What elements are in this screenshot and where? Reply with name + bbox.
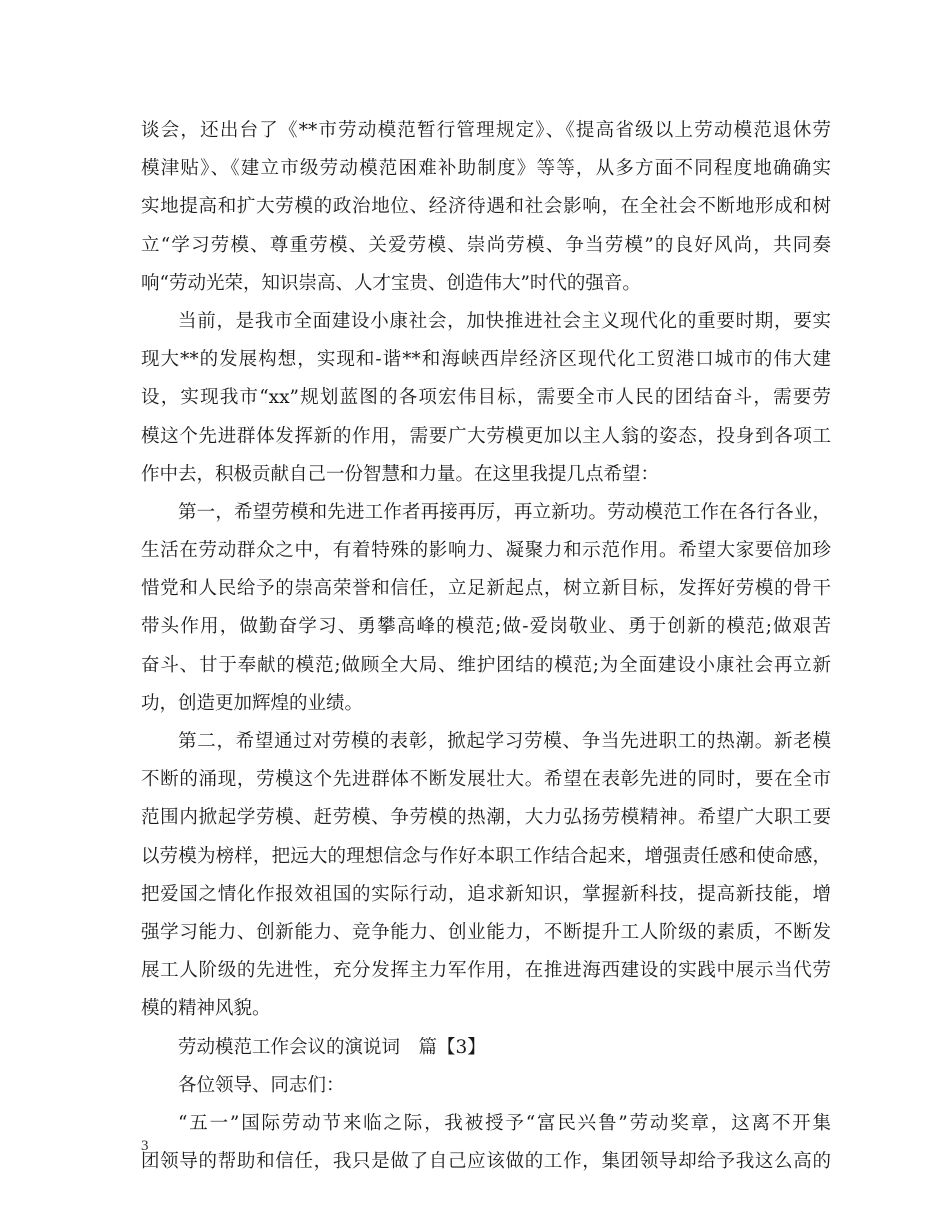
text-line: 实地提高和扩大劳模的政治地位、经济待遇和社会影响，在全社会不断地形成和树 xyxy=(141,196,831,218)
document-body xyxy=(141,112,831,1181)
salutation: 各位领导、同志们： xyxy=(178,1074,345,1096)
paragraph-first-line: 第二，希望通过对劳模的表彰，掀起学习劳模、争当先进职工的热潮。新老模 xyxy=(178,731,831,752)
text-line: 不断的涌现，劳模这个先进群体不断发展壮大。希望在表彰先进的同时，要在全市 xyxy=(141,769,831,791)
text-line: 惜党和人民给予的崇高荣誉和信任，立足新起点，树立新目标，发挥好劳模的骨干 xyxy=(141,578,831,600)
text-line: 现大**的发展构想，实现和-谐**和海峡西岸经济区现代化工贸港口城市的伟大建 xyxy=(141,349,831,371)
section-heading: 劳动模范工作会议的演说词 篇【3】 xyxy=(178,1036,486,1058)
text-line: 模这个先进群体发挥新的作用，需要广大劳模更加以主人翁的姿态，投身到各项工 xyxy=(141,425,831,447)
text-line: 模的精神风貌。 xyxy=(141,998,271,1020)
text-line: 作中去，积极贡献自己一份智慧和力量。在这里我提几点希望： xyxy=(141,463,660,485)
text-line: 带头作用，做勤奋学习、勇攀高峰的模范;做-爱岗敬业、勇于创新的模范;做艰苦 xyxy=(141,616,831,638)
text-line: 展工人阶级的先进性，充分发挥主力军作用，在推进海西建设的实践中展示当代劳 xyxy=(141,960,831,982)
text-line: 强学习能力、创新能力、竞争能力、创业能力，不断提升工人阶级的素质，不断发 xyxy=(141,921,831,943)
text-line: 谈会，还出台了《**市劳动模范暂行管理规定》、《提高省级以上劳动模范退休劳 xyxy=(141,120,831,141)
paragraph-first-line: “五一”国际劳动节来临之际，我被授予“富民兴鲁”劳动奖章，这离不开集 xyxy=(178,1112,831,1134)
text-line: 生活在劳动群众之中，有着特殊的影响力、凝聚力和示范作用。希望大家要倍加珍 xyxy=(141,540,831,562)
text-line: 响“劳动光荣，知识崇高、人才宝贵、创造伟大”时代的强音。 xyxy=(141,272,641,294)
text-line: 奋斗、甘于奉献的模范;做顾全大局、维护团结的模范;为全面建设小康社会再立新 xyxy=(141,654,831,676)
text-line: 范围内掀起学劳模、赶劳模、争劳模的热潮，大力弘扬劳模精神。希望广大职工要 xyxy=(141,807,831,829)
text-line: 把爱国之情化作报效祖国的实际行动，追求新知识，掌握新科技，提高新技能，增 xyxy=(141,883,831,905)
text-line: 团领导的帮助和信任，我只是做了自己应该做的工作，集团领导却给予我这么高的 xyxy=(141,1151,831,1173)
text-line: 功，创造更加辉煌的业绩。 xyxy=(141,692,364,714)
text-line: 设，实现我市“xx”规划蓝图的各项宏伟目标，需要全市人民的团结奋斗，需要劳 xyxy=(141,387,831,409)
page-number: 3 xyxy=(141,1138,149,1154)
text-line: 模津贴》、《建立市级劳动模范困难补助制度》等等，从多方面不同程度地确确实 xyxy=(141,158,831,180)
text-line: 立“学习劳模、尊重劳模、关爱劳模、崇尚劳模、争当劳模”的良好风尚，共同奏 xyxy=(141,234,831,256)
paragraph-first-line: 第一，希望劳模和先进工作者再接再厉，再立新功。劳动模范工作在各行各业， xyxy=(178,501,831,523)
paragraph-first-line: 当前，是我市全面建设小康社会，加快推进社会主义现代化的重要时期，要实 xyxy=(178,310,831,332)
text-line: 以劳模为榜样，把远大的理想信念与作好本职工作结合起来，增强责任感和使命感， xyxy=(141,845,831,867)
